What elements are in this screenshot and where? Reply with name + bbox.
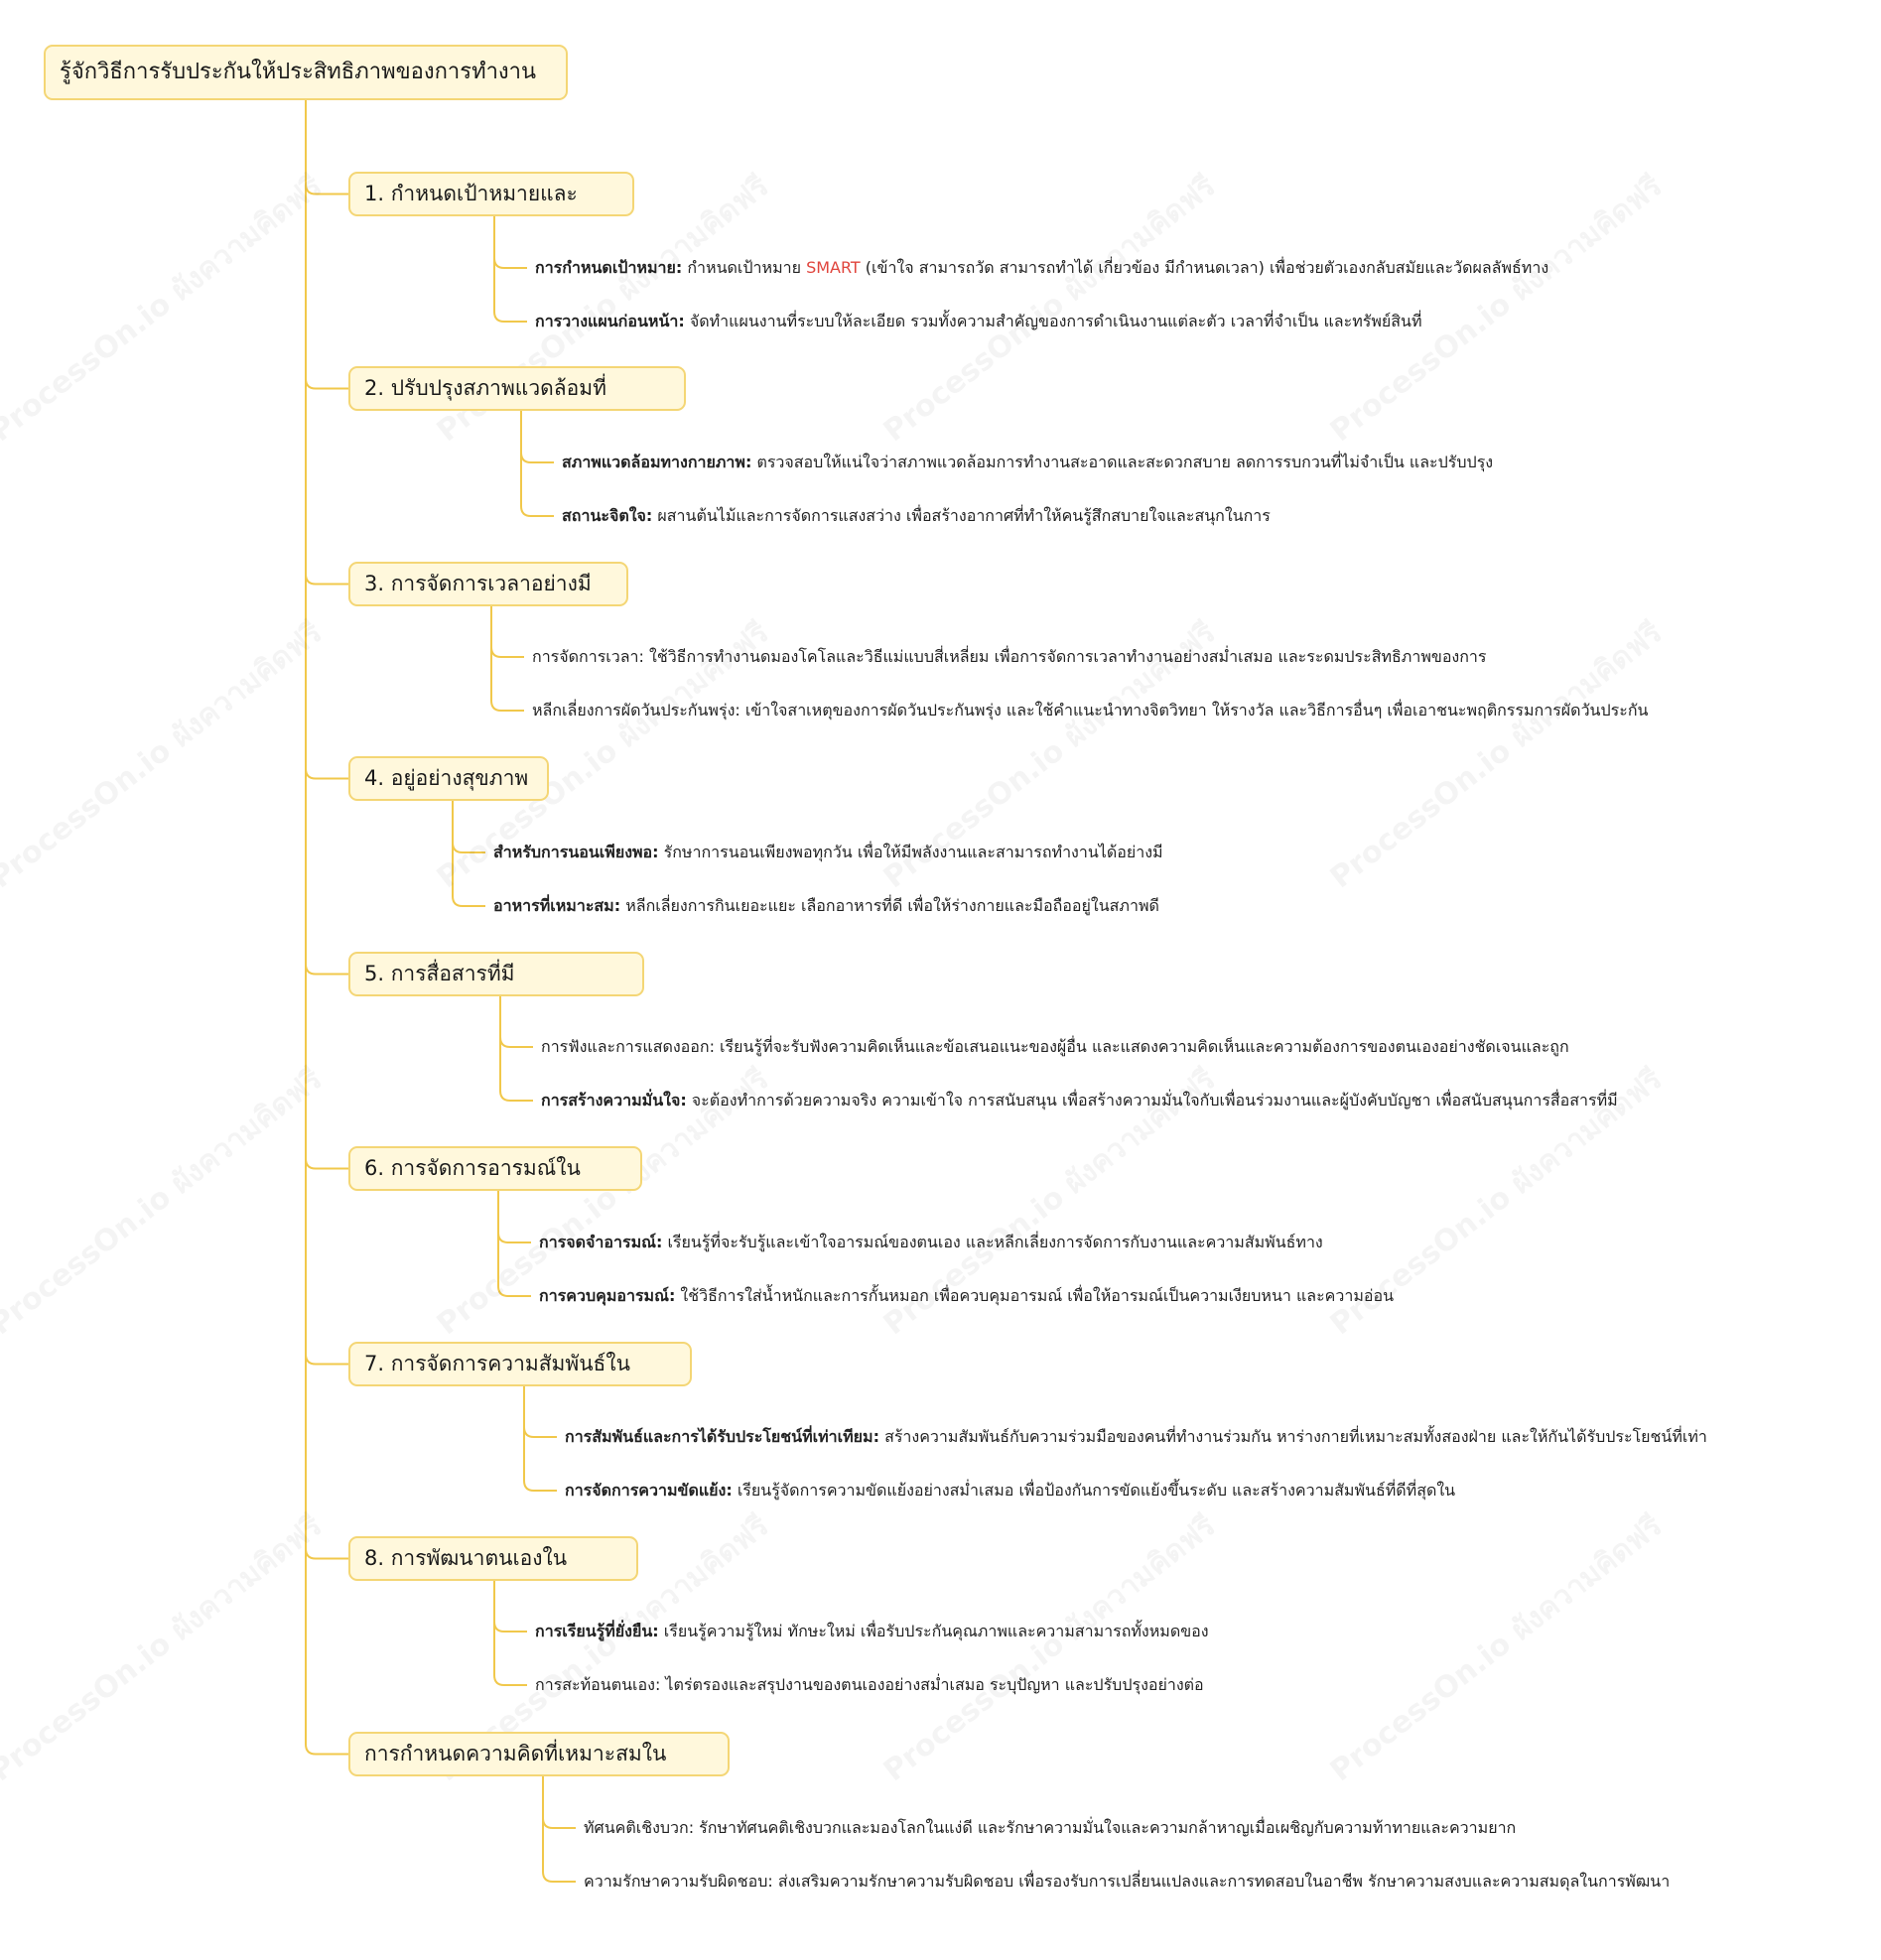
leaf-text[interactable] [535,1675,1204,1695]
branch-connector [306,965,348,975]
branch-node[interactable]: การกำหนดความคิดที่เหมาะสมใน [348,1732,730,1776]
leaf-body: รักษาการนอนเพียงพอทุกวัน เพื่อให้มีพลังงานและสามารถทำงานได้อย่างมี [658,843,1163,861]
leaf-body: ความรักษาความรับผิดชอบ: ส่งเสริมความรักษาความรับผิดชอบ เพื่อรองรับการเปลี่ยนแปลงและการทดสอบในอาชีพ รักษาความสงบและความสมดุลในการพัฒนา [584,1872,1671,1891]
leaf-body: (เข้าใจ สามารถวัด สามารถทำได้ เกี่ยวข้อง มีกำหนดเวลา) เพื่อช่วยตัวเองกลับสมัยและวัดผลลัพธ์ทาง [860,258,1549,277]
leaf-connector [500,1037,533,1047]
branch-node[interactable]: 7. การจัดการความสัมพันธ์ใน [348,1342,692,1386]
branch-connector [306,575,348,585]
leaf-connector [543,1776,576,1882]
leaf-text[interactable] [532,647,1487,667]
branch-node[interactable]: 6. การจัดการอารมณ์ใน [348,1146,642,1191]
leaf-body: เรียนรู้จัดการความขัดแย้งอย่างสม่ำเสมอ เพื่อป้องกันการขัดแย้งขึ้นระดับ และสร้างความสัมพันธ์ที่ดีที่สุดใน [732,1481,1456,1500]
watermark-text [1320,164,1673,454]
leaf-title: การกำหนดเป้าหมาย: [535,258,683,277]
leaf-text[interactable] [535,1622,1209,1641]
leaf-connector [500,996,533,1101]
watermark-text [873,164,1226,454]
leaf-text[interactable] [535,258,1548,278]
leaf-title: การจัดการความขัดแย้ง: [565,1481,733,1500]
branch-node[interactable]: 5. การสื่อสารที่มี [348,952,644,996]
leaf-body: ใช้วิธีการใส่น้ำหนักและการกั้นหมอก เพื่อควบคุมอารมณ์ เพื่อให้อารมณ์เป็นความเงียบหนา และความอ่อน [675,1286,1395,1305]
leaf-text[interactable] [493,843,1163,862]
leaf-title: การวางแผนก่อนหน้า: [535,312,685,330]
leaf-connector [494,1622,527,1632]
watermark-text [0,1503,333,1793]
leaf-body: ทัศนคติเชิงบวก: รักษาทัศนคติเชิงบวกและมองโลกในแง่ดี และรักษาความมั่นใจและความกล้าหาญเมื่อเผชิญกับความท้าทายและความยาก [584,1818,1517,1837]
branch-connector [306,1159,348,1169]
branch-connector [306,769,348,779]
leaf-text[interactable] [565,1481,1455,1501]
leaf-text[interactable] [532,701,1648,720]
leaf-text[interactable] [562,453,1493,472]
leaf-body: กำหนดเป้าหมาย [682,258,807,277]
leaf-body: เรียนรู้ความรู้ใหม่ ทักษะใหม่ เพื่อรับประกันคุณภาพและความสามารถทั้งหมดของ [658,1622,1209,1640]
leaf-text[interactable] [535,312,1422,331]
leaf-body: การฟังและการแสดงออก: เรียนรู้ที่จะรับฟังความคิดเห็นและข้อเสนอแนะของผู้อื่น และแสดงความคิดเห็นและความต้องการของตนเองอย่างชัดเจนและถูก [541,1037,1569,1056]
leaf-text[interactable] [584,1818,1516,1838]
leaf-title: การสัมพันธ์และการได้รับประโยชน์ที่เท่าเทียม: [565,1427,879,1446]
watermark-text [0,1057,333,1347]
leaf-text[interactable] [493,896,1159,916]
leaf-body: หลีกเลี่ยงการกินเยอะแยะ เลือกอาหารที่ดี เพื่อให้ร่างกายและมือถืออยู่ในสภาพดี [620,896,1159,915]
watermark-text [0,164,333,454]
leaf-title: การสร้างความมั่นใจ: [541,1091,687,1110]
leaf-body: ผสานต้นไม้และการจัดการแสงสว่าง เพื่อสร้างอากาศที่ทำให้คนรู้สึกสบายใจและสนุกในการ [652,506,1271,525]
watermark-text [873,1503,1226,1793]
leaf-body: สร้างความสัมพันธ์กับความร่วมมือของคนที่ทำงานร่วมกัน หาร่างกายที่เหมาะสมทั้งสองฝ่าย และให้กันได้รับประโยชน์ที่เท่า [878,1427,1707,1446]
leaf-text[interactable] [565,1427,1707,1447]
leaf-connector [491,606,524,711]
branch-node[interactable]: 8. การพัฒนาตนเองใน [348,1536,638,1581]
leaf-title: สภาพแวดล้อมทางกายภาพ: [562,453,752,471]
leaf-text[interactable] [541,1037,1569,1057]
leaf-body: จัดทำแผนงานที่ระบบให้ละเอียด รวมทั้งความสำคัญของการดำเนินงานแต่ละตัว เวลาที่จำเป็น และทรัพย์สินที่ [684,312,1422,330]
leaf-connector [524,1386,557,1491]
watermark-text [0,610,333,900]
leaf-title: สำหรับการนอนเพียงพอ: [493,843,659,861]
leaf-body: เรียนรู้ที่จะรับรู้และเข้าใจอารมณ์ของตนเอง และหลีกเลี่ยงการจัดการกับงานและความสัมพันธ์ทาง [662,1233,1323,1251]
leaf-text[interactable] [541,1091,1618,1111]
leaf-connector [521,453,554,462]
leaf-body: หลีกเลี่ยงการผัดวันประกันพรุ่ง: เข้าใจสาเหตุของการผัดวันประกันพรุ่ง และใช้คำแนะนำทางจิตวิทยา ให้รางวัล และวิธีการอื่นๆ เพื่อเอาชนะพฤติกรรมการผัดวันประกัน [532,701,1649,719]
leaf-connector [543,1818,576,1828]
leaf-body: การจัดการเวลา: ใช้วิธีการทำงานดมองโคโลและวิธีแม่แบบสี่เหลี่ยม เพื่อการจัดการเวลาทำงานอย่างสม่ำเสมอ และระดมประสิทธิภาพของการ [532,647,1487,666]
leaf-connector [494,258,527,268]
leaf-connector [524,1427,557,1437]
leaf-connector [494,216,527,322]
leaf-connector [521,411,554,516]
leaf-title: การจดจำอารมณ์: [539,1233,663,1251]
branch-connector [306,379,348,389]
leaf-connector [494,1581,527,1685]
leaf-title: การควบคุมอารมณ์: [539,1286,676,1305]
leaf-text[interactable] [562,506,1271,526]
root-node[interactable]: รู้จักวิธีการรับประกันให้ประสิทธิภาพของการทำงาน [44,45,568,100]
trunk-line [306,100,316,1755]
leaf-connector [491,647,524,657]
watermark-text [1320,1503,1673,1793]
branch-node[interactable]: 1. กำหนดเป้าหมายและ [348,172,634,216]
leaf-body: ตรวจสอบให้แน่ใจว่าสภาพแวดล้อมการทำงานสะอาดและสะดวกสบาย ลดการรบกวนที่ไม่จำเป็น และปรับปรุง [751,453,1494,471]
leaf-highlight: SMART [806,258,861,277]
branch-node[interactable]: 3. การจัดการเวลาอย่างมี [348,562,628,606]
leaf-title: การเรียนรู้ที่ยั่งยืน: [535,1622,659,1640]
leaf-title: อาหารที่เหมาะสม: [493,896,621,915]
branch-node[interactable]: 4. อยู่อย่างสุขภาพ [348,756,549,801]
leaf-text[interactable] [584,1872,1670,1892]
leaf-body: การสะท้อนตนเอง: ไตร่ตรองและสรุปงานของตนเองอย่างสม่ำเสมอ ระบุปัญหา และปรับปรุงอย่างต่อ [535,1675,1204,1694]
leaf-title: สถานะจิตใจ: [562,506,653,525]
branch-node[interactable]: 2. ปรับปรุงสภาพแวดล้อมที่ [348,366,686,411]
leaf-body: จะต้องทำการด้วยความจริง ความเข้าใจ การสนับสนุน เพื่อสร้างความมั่นใจกับเพื่อนร่วมงานและผู้บังคับบัญชา เพื่อสนับสนุนการสื่อสารที่มี [686,1091,1618,1110]
branch-connector [306,1355,348,1365]
leaf-text[interactable] [539,1286,1394,1306]
leaf-text[interactable] [539,1233,1323,1252]
